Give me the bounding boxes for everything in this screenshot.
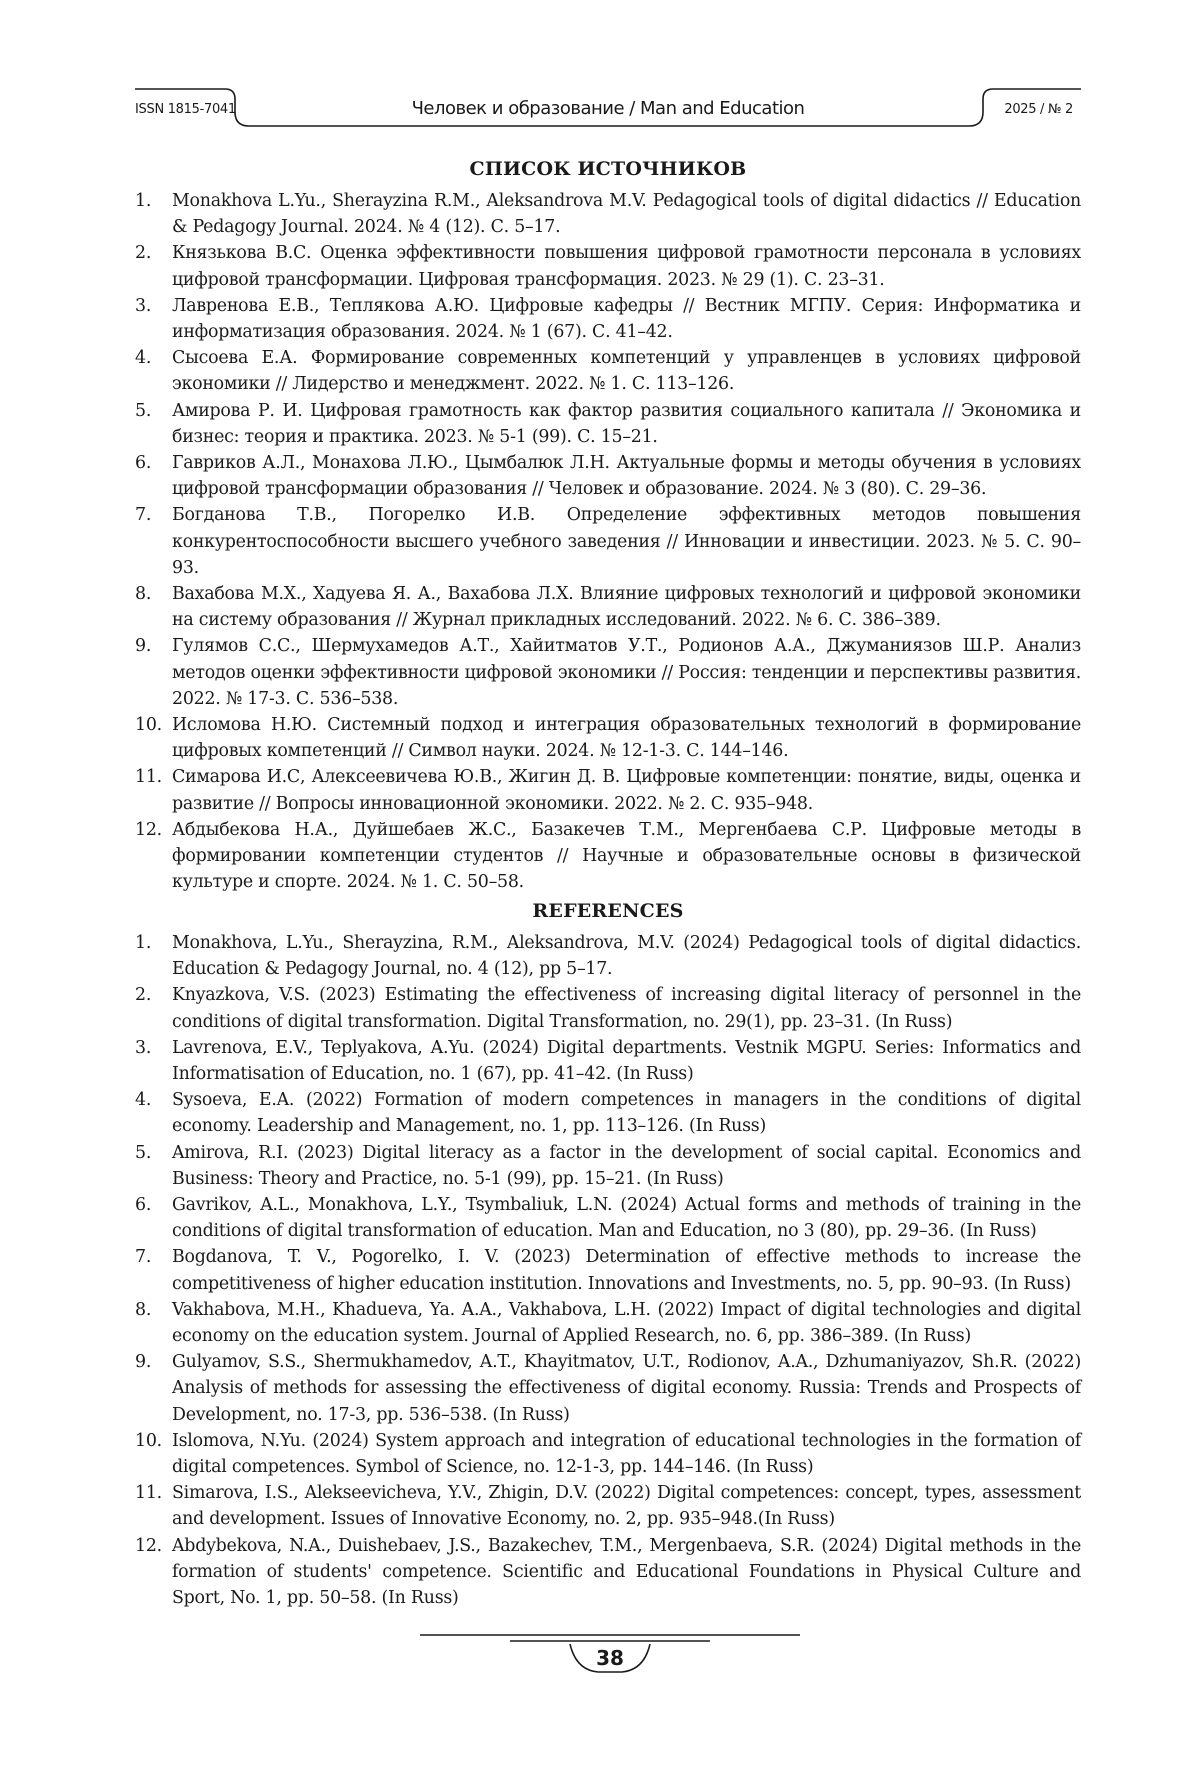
reference-number: 9. — [135, 1349, 151, 1375]
reference-text: Abdybekova, N.A., Duishebaev, J.S., Bazakechev, T.M., Mergenbaeva, S.R. (2024) Digital methods in the formation of students' competence. Scientific and Educational Foundations in Physical Culture and Sport, No. 1, pp. 50–58. (In Russ) — [172, 1536, 1081, 1608]
en-section-title: REFERENCES — [135, 900, 1081, 922]
ru-reference-item — [135, 240, 1081, 292]
en-reference-item — [135, 930, 1081, 982]
reference-number: 11. — [135, 764, 162, 790]
reference-number: 3. — [135, 293, 151, 319]
reference-text: Islomova, N.Yu. (2024) System approach and integration of educational technologies in the formation of digital competences. Symbol of Science, no. 12-1-3, pp. 144–146. (In Russ) — [172, 1431, 1081, 1477]
running-header — [135, 85, 1081, 130]
en-reference-item — [135, 1140, 1081, 1192]
reference-text: Amirova, R.I. (2023) Digital literacy as a factor in the development of social capital. Economics and Business: Theory and Practice, no. 5-1 (99), pp. 15–21. (In Russ) — [172, 1143, 1081, 1189]
reference-number: 5. — [135, 398, 151, 424]
journal-title: Человек и образование / Man and Education — [135, 98, 1081, 119]
reference-text: Амирова Р. И. Цифровая грамотность как фактор развития социального капитала // Экономика и бизнес: теория и практика. 2023. № 5-1 (99). С. 15–21. — [172, 401, 1081, 447]
reference-text: Исломова Н.Ю. Системный подход и интеграция образовательных технологий в формирование цифровых компетенций // Символ науки. 2024. № 12-1-3. С. 144–146. — [172, 715, 1081, 761]
reference-number: 8. — [135, 1297, 151, 1323]
reference-number: 10. — [135, 1428, 162, 1454]
ru-reference-item — [135, 581, 1081, 633]
ru-reference-item — [135, 398, 1081, 450]
reference-number: 1. — [135, 930, 151, 956]
ru-reference-item — [135, 633, 1081, 712]
ru-reference-item — [135, 293, 1081, 345]
ru-reference-item — [135, 712, 1081, 764]
ru-reference-item — [135, 188, 1081, 240]
ru-reference-item — [135, 345, 1081, 397]
reference-number: 3. — [135, 1035, 151, 1061]
reference-text: Богданова Т.В., Погорелко И.В. Определение эффективных методов повышения конкурентоспособности высшего учебного заведения // Инновации и инвестиции. 2023. № 5. С. 90–93. — [172, 505, 1081, 577]
reference-number: 7. — [135, 1244, 151, 1270]
reference-number: 4. — [135, 1087, 151, 1113]
reference-number: 4. — [135, 345, 151, 371]
reference-text: Lavrenova, E.V., Teplyakova, A.Yu. (2024) Digital departments. Vestnik MGPU. Series: Informatics and Informatisation of Education, no. 1 (67), pp. 41–42. (In Russ) — [172, 1038, 1081, 1084]
reference-text: Simarova, I.S., Alekseevicheva, Y.V., Zhigin, D.V. (2022) Digital competences: concept, types, assessment and development. Issues of Innovative Economy, no. 2, pp. 935–948.(In Russ) — [172, 1483, 1081, 1529]
reference-text: Vakhabova, M.H., Khadueva, Ya. A.A., Vakhabova, L.H. (2022) Impact of digital technologies and digital economy on the education system. Journal of Applied Research, no. 6, pp. 386–389. (In Russ) — [172, 1300, 1081, 1346]
reference-number: 10. — [135, 712, 162, 738]
en-reference-item — [135, 1244, 1081, 1296]
page-footer — [420, 1630, 800, 1690]
en-reference-item — [135, 1035, 1081, 1087]
reference-number: 7. — [135, 502, 151, 528]
reference-text: Сысоева Е.А. Формирование современных компетенций у управленцев в условиях цифровой экономики // Лидерство и менеджмент. 2022. № 1. С. 113–126. — [172, 348, 1081, 394]
reference-text: Симарова И.С, Алексеевичева Ю.В., Жигин Д. В. Цифровые компетенции: понятие, виды, оценка и развитие // Вопросы инновационной экономики. 2022. № 2. С. 935–948. — [172, 767, 1081, 813]
reference-text: Князькова В.С. Оценка эффективности повышения цифровой грамотности персонала в условиях цифровой трансформации. Цифровая трансформация. 2023. № 29 (1). С. 23–31. — [172, 243, 1081, 289]
en-reference-item — [135, 1349, 1081, 1428]
reference-number: 5. — [135, 1140, 151, 1166]
reference-text: Gulyamov, S.S., Shermukhamedov, A.T., Khayitmatov, U.T., Rodionov, A.A., Dzhumaniyazov, Sh.R. (2022) Analysis of methods for assessing the effectiveness of digital economy. Russia: Trends and Prospects of Development, no. 17-3, pp. 536–538. (In Russ) — [172, 1352, 1081, 1424]
ru-reference-item — [135, 764, 1081, 816]
page — [0, 0, 1200, 1783]
reference-text: Лавренова Е.В., Теплякова А.Ю. Цифровые кафедры // Вестник МГПУ. Серия: Информатика и информатизация образования. 2024. № 1 (67). С. 41–42. — [172, 296, 1081, 342]
reference-number: 9. — [135, 633, 151, 659]
reference-number: 2. — [135, 982, 151, 1008]
reference-text: Вахабова М.Х., Хадуева Я. А., Вахабова Л.Х. Влияние цифровых технологий и цифровой экономики на систему образования // Журнал прикладных исследований. 2022. № 6. С. 386–389. — [172, 584, 1081, 630]
reference-text: Гавриков А.Л., Монахова Л.Ю., Цымбалюк Л.Н. Актуальные формы и методы обучения в условиях цифровой трансформации образования // Человек и образование. 2024. № 3 (80). С. 29–36. — [172, 453, 1081, 499]
reference-number: 6. — [135, 450, 151, 476]
reference-text: Gavrikov, A.L., Monakhova, L.Y., Tsymbaliuk, L.N. (2024) Actual forms and methods of training in the conditions of digital transformation of education. Man and Education, no 3 (80), pp. 29–36. (In Russ) — [172, 1195, 1081, 1241]
reference-text: Гулямов С.С., Шермухамедов А.Т., Хайитматов У.Т., Родионов А.А., Джуманиязов Ш.Р. Анализ методов оценки эффективности цифровой экономики // Россия: тенденции и перспективы развития. 2022. № 17-3. С. 536–538. — [172, 636, 1081, 708]
reference-number: 12. — [135, 1533, 162, 1559]
en-reference-item — [135, 1533, 1081, 1612]
en-reference-item — [135, 1087, 1081, 1139]
reference-text: Sysoeva, E.A. (2022) Formation of modern competences in managers in the conditions of digital economy. Leadership and Management, no. 1, pp. 113–126. (In Russ) — [172, 1090, 1081, 1136]
reference-text: Bogdanova, T. V., Pogorelko, I. V. (2023) Determination of effective methods to increase the competitiveness of higher education institution. Innovations and Investments, no. 5, pp. 90–93. (In Russ) — [172, 1247, 1081, 1293]
page-number: 38 — [420, 1646, 800, 1670]
reference-text: Абдыбекова Н.А., Дуйшебаев Ж.С., Базакечев Т.М., Мергенбаева С.Р. Цифровые методы в формировании компетенции студентов // Научные и образовательные основы в физической культуре и спорте. 2024. № 1. С. 50–58. — [172, 820, 1081, 892]
reference-number: 2. — [135, 240, 151, 266]
reference-text: Monakhova L.Yu., Sherayzina R.M., Aleksandrova M.V. Pedagogical tools of digital didactics // Education & Pedagogy Journal. 2024. № 4 (12). С. 5–17. — [172, 191, 1081, 237]
en-reference-item — [135, 1428, 1081, 1480]
reference-text: Monakhova, L.Yu., Sherayzina, R.M., Aleksandrova, M.V. (2024) Pedagogical tools of digital didactics. Education & Pedagogy Journal, no. 4 (12), pp 5–17. — [172, 933, 1081, 979]
reference-number: 8. — [135, 581, 151, 607]
en-reference-item — [135, 1480, 1081, 1532]
reference-text: Knyazkova, V.S. (2023) Estimating the effectiveness of increasing digital literacy of personnel in the conditions of digital transformation. Digital Transformation, no. 29(1), pp. 23–31. (In Russ) — [172, 985, 1081, 1031]
reference-number: 11. — [135, 1480, 162, 1506]
ru-reference-item — [135, 817, 1081, 896]
issn: ISSN 1815-7041 — [135, 102, 236, 117]
en-reference-item — [135, 982, 1081, 1034]
en-reference-list — [135, 930, 1081, 1611]
ru-reference-item — [135, 502, 1081, 581]
reference-number: 1. — [135, 188, 151, 214]
ru-reference-list — [135, 188, 1081, 895]
ru-reference-item — [135, 450, 1081, 502]
ru-section-title: СПИСОК ИСТОЧНИКОВ — [135, 158, 1081, 180]
reference-number: 12. — [135, 817, 162, 843]
en-reference-item — [135, 1297, 1081, 1349]
issue-number: 2025 / № 2 — [1004, 102, 1073, 117]
reference-number: 6. — [135, 1192, 151, 1218]
en-reference-item — [135, 1192, 1081, 1244]
